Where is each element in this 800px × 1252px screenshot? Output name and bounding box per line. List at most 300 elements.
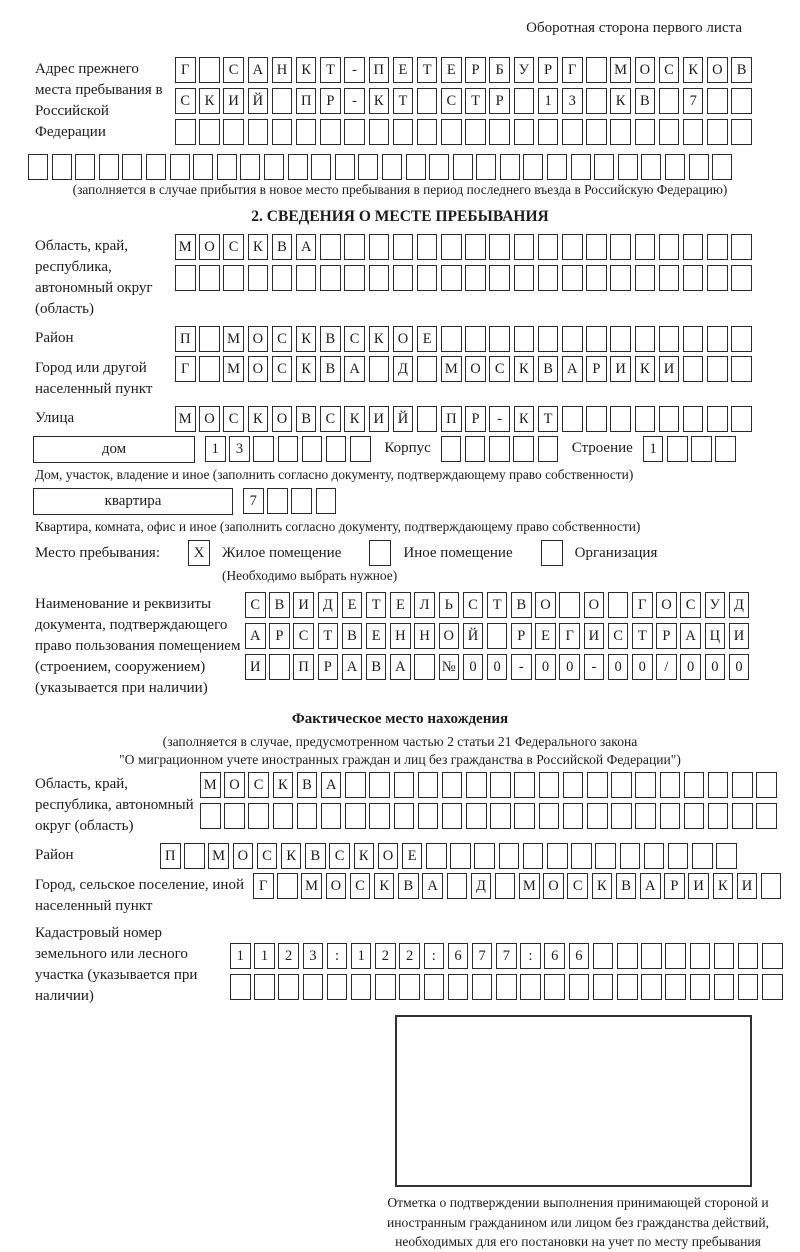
char-cell[interactable]: 0: [705, 654, 726, 680]
char-cell[interactable]: [193, 154, 213, 180]
char-cell[interactable]: [660, 772, 681, 798]
char-cell[interactable]: П: [441, 406, 462, 432]
char-cell[interactable]: [393, 234, 414, 260]
char-cell[interactable]: [756, 803, 777, 829]
char-cell[interactable]: А: [342, 654, 363, 680]
actual-region-row-1[interactable]: [200, 772, 781, 798]
char-cell[interactable]: [199, 356, 220, 382]
char-cell[interactable]: [224, 803, 245, 829]
char-cell[interactable]: О: [584, 592, 605, 618]
char-cell[interactable]: [586, 57, 607, 83]
char-cell[interactable]: [691, 436, 712, 462]
char-cell[interactable]: [489, 265, 510, 291]
char-cell[interactable]: [683, 265, 704, 291]
char-cell[interactable]: 0: [729, 654, 750, 680]
apartment-number-cells[interactable]: [243, 488, 340, 514]
char-cell[interactable]: [448, 974, 469, 1000]
char-cell[interactable]: Н: [414, 623, 435, 649]
char-cell[interactable]: [635, 234, 656, 260]
char-cell[interactable]: [489, 119, 510, 145]
char-cell[interactable]: 1: [538, 88, 559, 114]
char-cell[interactable]: И: [223, 88, 244, 114]
char-cell[interactable]: В: [731, 57, 752, 83]
char-cell[interactable]: 0: [559, 654, 580, 680]
char-cell[interactable]: [641, 943, 662, 969]
char-cell[interactable]: [738, 974, 759, 1000]
char-cell[interactable]: [369, 803, 390, 829]
char-cell[interactable]: В: [366, 654, 387, 680]
char-cell[interactable]: -: [344, 88, 365, 114]
char-cell[interactable]: [417, 88, 438, 114]
char-cell[interactable]: [393, 265, 414, 291]
prev-address-row-4[interactable]: [28, 154, 800, 180]
actual-city-row[interactable]: [253, 873, 785, 899]
char-cell[interactable]: Е: [535, 623, 556, 649]
char-cell[interactable]: [417, 234, 438, 260]
char-cell[interactable]: [99, 154, 119, 180]
char-cell[interactable]: [240, 154, 260, 180]
actual-district-row[interactable]: [160, 843, 741, 869]
char-cell[interactable]: [667, 436, 688, 462]
char-cell[interactable]: В: [635, 88, 656, 114]
char-cell[interactable]: А: [245, 623, 266, 649]
char-cell[interactable]: 0: [608, 654, 629, 680]
char-cell[interactable]: А: [344, 356, 365, 382]
char-cell[interactable]: У: [705, 592, 726, 618]
char-cell[interactable]: С: [223, 406, 244, 432]
char-cell[interactable]: К: [683, 57, 704, 83]
char-cell[interactable]: 7: [496, 943, 517, 969]
char-cell[interactable]: [417, 406, 438, 432]
char-cell[interactable]: [611, 803, 632, 829]
char-cell[interactable]: [514, 326, 535, 352]
char-cell[interactable]: Р: [269, 623, 290, 649]
char-cell[interactable]: [269, 654, 290, 680]
char-cell[interactable]: 1: [254, 943, 275, 969]
char-cell[interactable]: [707, 406, 728, 432]
char-cell[interactable]: И: [729, 623, 750, 649]
char-cell[interactable]: [278, 974, 299, 1000]
char-cell[interactable]: [288, 154, 308, 180]
char-cell[interactable]: [248, 119, 269, 145]
char-cell[interactable]: Р: [586, 356, 607, 382]
char-cell[interactable]: :: [327, 943, 348, 969]
char-cell[interactable]: Р: [465, 406, 486, 432]
char-cell[interactable]: 6: [569, 943, 590, 969]
char-cell[interactable]: О: [224, 772, 245, 798]
char-cell[interactable]: [326, 436, 347, 462]
char-cell[interactable]: [489, 326, 510, 352]
char-cell[interactable]: П: [160, 843, 181, 869]
char-cell[interactable]: [351, 974, 372, 1000]
char-cell[interactable]: К: [369, 88, 390, 114]
char-cell[interactable]: [254, 974, 275, 1000]
char-cell[interactable]: [394, 772, 415, 798]
char-cell[interactable]: 0: [632, 654, 653, 680]
apartment-type-field[interactable]: квартира: [33, 488, 233, 515]
char-cell[interactable]: [635, 772, 656, 798]
char-cell[interactable]: [273, 803, 294, 829]
char-cell[interactable]: 7: [683, 88, 704, 114]
char-cell[interactable]: В: [305, 843, 326, 869]
char-cell[interactable]: [762, 943, 783, 969]
char-cell[interactable]: [559, 592, 580, 618]
char-cell[interactable]: К: [344, 406, 365, 432]
char-cell[interactable]: [358, 154, 378, 180]
char-cell[interactable]: [514, 119, 535, 145]
char-cell[interactable]: М: [301, 873, 322, 899]
char-cell[interactable]: К: [635, 356, 656, 382]
char-cell[interactable]: [122, 154, 142, 180]
char-cell[interactable]: [620, 843, 641, 869]
char-cell[interactable]: [297, 803, 318, 829]
char-cell[interactable]: О: [233, 843, 254, 869]
char-cell[interactable]: Т: [487, 592, 508, 618]
char-cell[interactable]: [610, 119, 631, 145]
char-cell[interactable]: [248, 265, 269, 291]
char-cell[interactable]: [665, 943, 686, 969]
prev-address-row-1[interactable]: [175, 57, 756, 83]
char-cell[interactable]: [414, 654, 435, 680]
char-cell[interactable]: [660, 803, 681, 829]
char-cell[interactable]: Р: [489, 88, 510, 114]
char-cell[interactable]: Т: [632, 623, 653, 649]
char-cell[interactable]: Е: [417, 326, 438, 352]
char-cell[interactable]: [586, 88, 607, 114]
char-cell[interactable]: Р: [538, 57, 559, 83]
char-cell[interactable]: [538, 265, 559, 291]
char-cell[interactable]: [683, 406, 704, 432]
char-cell[interactable]: 0: [680, 654, 701, 680]
char-cell[interactable]: И: [737, 873, 758, 899]
char-cell[interactable]: [417, 265, 438, 291]
char-cell[interactable]: Н: [390, 623, 411, 649]
char-cell[interactable]: [418, 803, 439, 829]
char-cell[interactable]: П: [369, 57, 390, 83]
char-cell[interactable]: 0: [487, 654, 508, 680]
char-cell[interactable]: [394, 803, 415, 829]
char-cell[interactable]: 7: [472, 943, 493, 969]
char-cell[interactable]: К: [354, 843, 375, 869]
char-cell[interactable]: [474, 843, 495, 869]
char-cell[interactable]: О: [543, 873, 564, 899]
char-cell[interactable]: О: [439, 623, 460, 649]
char-cell[interactable]: [539, 772, 560, 798]
actual-region-row-2[interactable]: [200, 803, 781, 829]
char-cell[interactable]: Л: [414, 592, 435, 618]
char-cell[interactable]: Д: [318, 592, 339, 618]
char-cell[interactable]: Т: [393, 88, 414, 114]
char-cell[interactable]: [496, 974, 517, 1000]
char-cell[interactable]: [707, 265, 728, 291]
char-cell[interactable]: [587, 772, 608, 798]
char-cell[interactable]: [563, 803, 584, 829]
char-cell[interactable]: [523, 843, 544, 869]
char-cell[interactable]: К: [713, 873, 734, 899]
char-cell[interactable]: [303, 974, 324, 1000]
stroenie-cells[interactable]: [643, 436, 740, 462]
char-cell[interactable]: [399, 974, 420, 1000]
char-cell[interactable]: [344, 119, 365, 145]
char-cell[interactable]: У: [514, 57, 535, 83]
char-cell[interactable]: [465, 119, 486, 145]
char-cell[interactable]: [490, 772, 511, 798]
char-cell[interactable]: [321, 803, 342, 829]
char-cell[interactable]: О: [199, 234, 220, 260]
char-cell[interactable]: 3: [229, 436, 250, 462]
char-cell[interactable]: -: [584, 654, 605, 680]
char-cell[interactable]: [708, 803, 729, 829]
char-cell[interactable]: В: [511, 592, 532, 618]
char-cell[interactable]: [731, 119, 752, 145]
char-cell[interactable]: [369, 265, 390, 291]
char-cell[interactable]: [253, 436, 274, 462]
char-cell[interactable]: [714, 943, 735, 969]
char-cell[interactable]: -: [489, 406, 510, 432]
char-cell[interactable]: В: [269, 592, 290, 618]
char-cell[interactable]: [610, 326, 631, 352]
char-cell[interactable]: /: [656, 654, 677, 680]
char-cell[interactable]: С: [223, 234, 244, 260]
char-cell[interactable]: М: [223, 356, 244, 382]
char-cell[interactable]: [499, 843, 520, 869]
char-cell[interactable]: [732, 772, 753, 798]
char-cell[interactable]: В: [296, 406, 317, 432]
char-cell[interactable]: [146, 154, 166, 180]
char-cell[interactable]: О: [248, 326, 269, 352]
char-cell[interactable]: 3: [562, 88, 583, 114]
char-cell[interactable]: [175, 265, 196, 291]
prev-address-row-3[interactable]: [175, 119, 756, 145]
char-cell[interactable]: С: [175, 88, 196, 114]
char-cell[interactable]: 6: [544, 943, 565, 969]
char-cell[interactable]: 3: [303, 943, 324, 969]
char-cell[interactable]: И: [659, 356, 680, 382]
char-cell[interactable]: Г: [175, 57, 196, 83]
char-cell[interactable]: [441, 119, 462, 145]
char-cell[interactable]: [369, 234, 390, 260]
char-cell[interactable]: С: [272, 326, 293, 352]
char-cell[interactable]: [659, 119, 680, 145]
char-cell[interactable]: 0: [463, 654, 484, 680]
char-cell[interactable]: [707, 119, 728, 145]
document-row-1[interactable]: [245, 592, 753, 618]
char-cell[interactable]: [327, 974, 348, 1000]
char-cell[interactable]: [345, 772, 366, 798]
char-cell[interactable]: [539, 803, 560, 829]
char-cell[interactable]: [635, 119, 656, 145]
char-cell[interactable]: [199, 265, 220, 291]
char-cell[interactable]: [641, 974, 662, 1000]
char-cell[interactable]: [393, 119, 414, 145]
char-cell[interactable]: [562, 234, 583, 260]
char-cell[interactable]: О: [535, 592, 556, 618]
char-cell[interactable]: [320, 119, 341, 145]
char-cell[interactable]: [562, 265, 583, 291]
char-cell[interactable]: О: [635, 57, 656, 83]
char-cell[interactable]: С: [344, 326, 365, 352]
char-cell[interactable]: [465, 326, 486, 352]
char-cell[interactable]: С: [329, 843, 350, 869]
char-cell[interactable]: И: [688, 873, 709, 899]
char-cell[interactable]: [608, 592, 629, 618]
char-cell[interactable]: [344, 265, 365, 291]
char-cell[interactable]: [731, 265, 752, 291]
char-cell[interactable]: Т: [417, 57, 438, 83]
char-cell[interactable]: [659, 326, 680, 352]
char-cell[interactable]: Е: [393, 57, 414, 83]
char-cell[interactable]: К: [592, 873, 613, 899]
char-cell[interactable]: Д: [393, 356, 414, 382]
char-cell[interactable]: [418, 772, 439, 798]
char-cell[interactable]: [635, 326, 656, 352]
char-cell[interactable]: №: [439, 654, 460, 680]
char-cell[interactable]: -: [511, 654, 532, 680]
char-cell[interactable]: [230, 974, 251, 1000]
char-cell[interactable]: [184, 843, 205, 869]
char-cell[interactable]: К: [610, 88, 631, 114]
char-cell[interactable]: [514, 234, 535, 260]
char-cell[interactable]: С: [257, 843, 278, 869]
char-cell[interactable]: Р: [511, 623, 532, 649]
char-cell[interactable]: [500, 154, 520, 180]
char-cell[interactable]: [761, 873, 782, 899]
char-cell[interactable]: [175, 119, 196, 145]
city-row[interactable]: [175, 356, 756, 382]
char-cell[interactable]: 6: [448, 943, 469, 969]
char-cell[interactable]: С: [320, 406, 341, 432]
char-cell[interactable]: [586, 406, 607, 432]
char-cell[interactable]: И: [245, 654, 266, 680]
char-cell[interactable]: [447, 873, 468, 899]
char-cell[interactable]: И: [369, 406, 390, 432]
char-cell[interactable]: К: [281, 843, 302, 869]
char-cell[interactable]: 2: [278, 943, 299, 969]
char-cell[interactable]: [345, 803, 366, 829]
char-cell[interactable]: [659, 265, 680, 291]
char-cell[interactable]: [707, 356, 728, 382]
char-cell[interactable]: [692, 843, 713, 869]
char-cell[interactable]: [731, 326, 752, 352]
char-cell[interactable]: А: [248, 57, 269, 83]
char-cell[interactable]: [441, 234, 462, 260]
char-cell[interactable]: [450, 843, 471, 869]
char-cell[interactable]: А: [422, 873, 443, 899]
char-cell[interactable]: [316, 488, 337, 514]
char-cell[interactable]: Р: [664, 873, 685, 899]
char-cell[interactable]: И: [610, 356, 631, 382]
char-cell[interactable]: К: [248, 406, 269, 432]
char-cell[interactable]: [562, 119, 583, 145]
char-cell[interactable]: [489, 234, 510, 260]
street-row[interactable]: [175, 406, 756, 432]
char-cell[interactable]: [563, 772, 584, 798]
char-cell[interactable]: [472, 974, 493, 1000]
char-cell[interactable]: Й: [393, 406, 414, 432]
char-cell[interactable]: [635, 406, 656, 432]
house-number-cells[interactable]: [205, 436, 374, 462]
char-cell[interactable]: О: [326, 873, 347, 899]
char-cell[interactable]: [369, 772, 390, 798]
char-cell[interactable]: [538, 119, 559, 145]
char-cell[interactable]: С: [223, 57, 244, 83]
char-cell[interactable]: С: [680, 592, 701, 618]
char-cell[interactable]: [523, 154, 543, 180]
char-cell[interactable]: К: [296, 57, 317, 83]
char-cell[interactable]: С: [350, 873, 371, 899]
char-cell[interactable]: [248, 803, 269, 829]
char-cell[interactable]: [417, 356, 438, 382]
char-cell[interactable]: [417, 119, 438, 145]
char-cell[interactable]: В: [342, 623, 363, 649]
char-cell[interactable]: 1: [230, 943, 251, 969]
char-cell[interactable]: [756, 772, 777, 798]
char-cell[interactable]: [586, 119, 607, 145]
char-cell[interactable]: [731, 406, 752, 432]
char-cell[interactable]: [335, 154, 355, 180]
char-cell[interactable]: [382, 154, 402, 180]
char-cell[interactable]: Т: [366, 592, 387, 618]
char-cell[interactable]: [199, 326, 220, 352]
char-cell[interactable]: :: [424, 943, 445, 969]
char-cell[interactable]: [731, 234, 752, 260]
char-cell[interactable]: -: [344, 57, 365, 83]
char-cell[interactable]: [714, 974, 735, 1000]
char-cell[interactable]: [199, 57, 220, 83]
char-cell[interactable]: 7: [243, 488, 264, 514]
char-cell[interactable]: С: [489, 356, 510, 382]
char-cell[interactable]: М: [175, 234, 196, 260]
char-cell[interactable]: А: [390, 654, 411, 680]
char-cell[interactable]: Т: [320, 57, 341, 83]
char-cell[interactable]: И: [584, 623, 605, 649]
char-cell[interactable]: [738, 943, 759, 969]
char-cell[interactable]: [277, 873, 298, 899]
char-cell[interactable]: [291, 488, 312, 514]
char-cell[interactable]: Е: [366, 623, 387, 649]
char-cell[interactable]: К: [296, 326, 317, 352]
char-cell[interactable]: А: [562, 356, 583, 382]
char-cell[interactable]: К: [374, 873, 395, 899]
char-cell[interactable]: [659, 406, 680, 432]
char-cell[interactable]: 1: [351, 943, 372, 969]
char-cell[interactable]: [442, 803, 463, 829]
char-cell[interactable]: О: [393, 326, 414, 352]
char-cell[interactable]: М: [441, 356, 462, 382]
char-cell[interactable]: [513, 436, 534, 462]
char-cell[interactable]: К: [296, 356, 317, 382]
char-cell[interactable]: [586, 265, 607, 291]
char-cell[interactable]: П: [296, 88, 317, 114]
char-cell[interactable]: [665, 154, 685, 180]
char-cell[interactable]: О: [656, 592, 677, 618]
cadastral-row-2[interactable]: [230, 974, 786, 1000]
char-cell[interactable]: Д: [729, 592, 750, 618]
char-cell[interactable]: Г: [562, 57, 583, 83]
char-cell[interactable]: [571, 843, 592, 869]
char-cell[interactable]: Г: [559, 623, 580, 649]
char-cell[interactable]: :: [520, 943, 541, 969]
char-cell[interactable]: [683, 234, 704, 260]
char-cell[interactable]: [369, 119, 390, 145]
char-cell[interactable]: [610, 234, 631, 260]
char-cell[interactable]: [683, 119, 704, 145]
char-cell[interactable]: В: [538, 356, 559, 382]
char-cell[interactable]: Ь: [439, 592, 460, 618]
char-cell[interactable]: [762, 974, 783, 1000]
char-cell[interactable]: Р: [465, 57, 486, 83]
checkbox-inoe[interactable]: [369, 540, 391, 566]
